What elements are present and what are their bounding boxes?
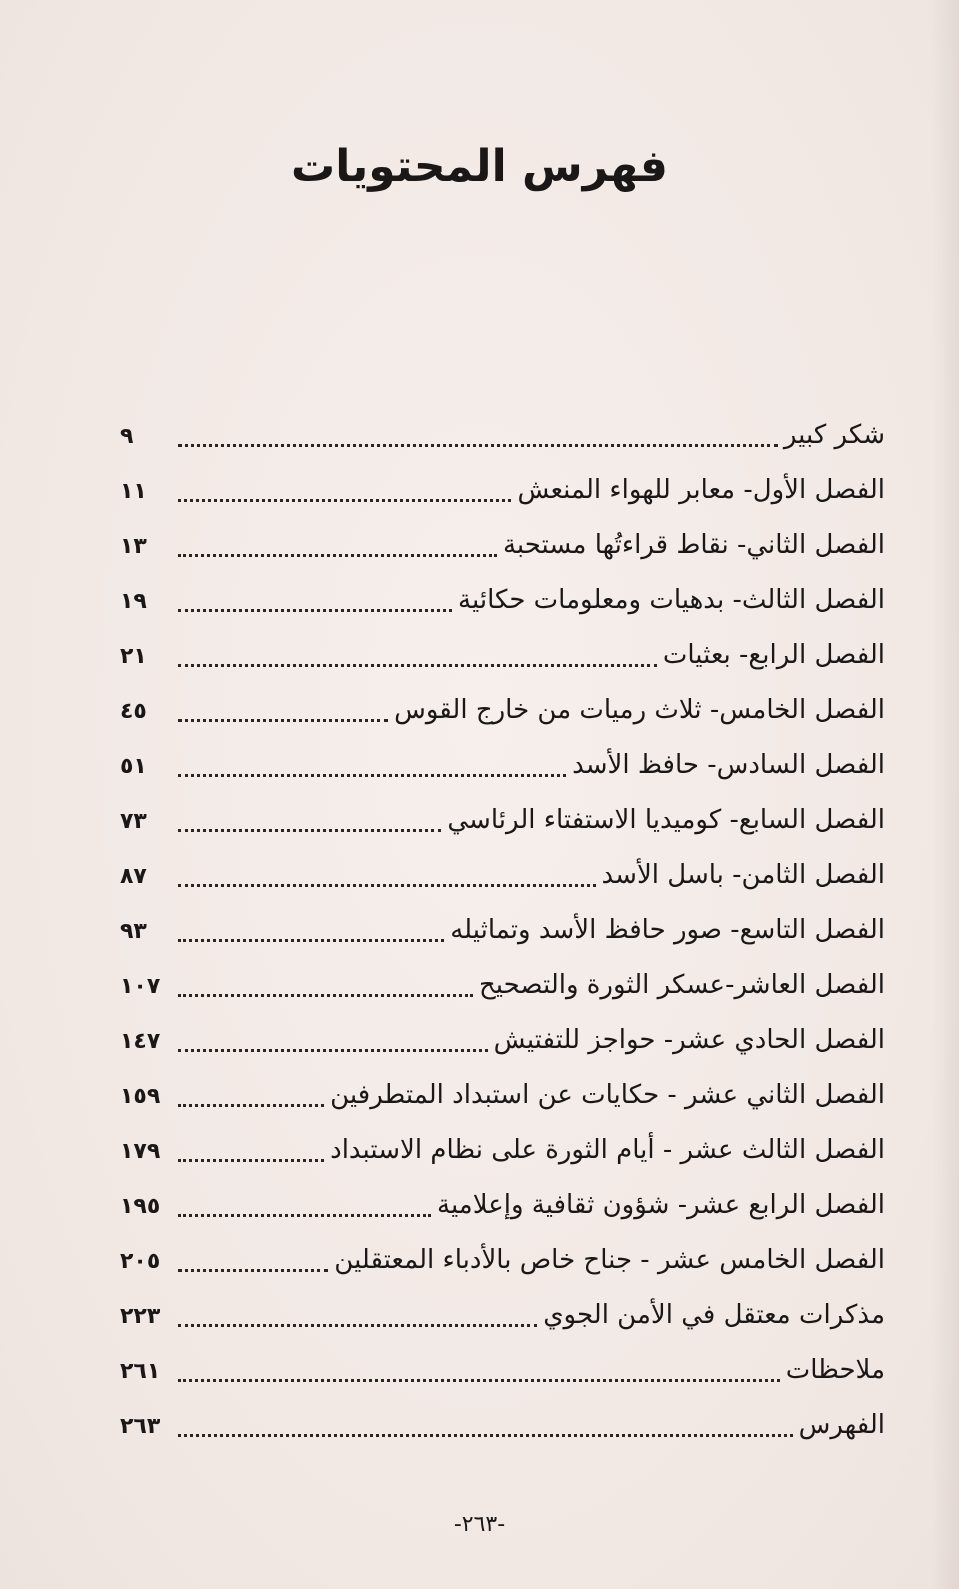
- toc-entry-page: ١٠٧: [120, 974, 161, 999]
- toc-entry: [120, 1123, 885, 1178]
- toc-entry-page: ١١: [120, 479, 147, 504]
- toc-entry: [120, 573, 885, 628]
- dot-leader: [178, 1269, 328, 1272]
- toc-entry-title: الفصل العاشر-عسكر الثورة والتصحيح: [479, 970, 885, 1000]
- dot-leader: [178, 1104, 324, 1107]
- dot-leader: [178, 1159, 324, 1162]
- toc-entry-title: الفصل الثامن- باسل الأسد: [601, 860, 885, 890]
- toc-entry-page: ١٩٥: [120, 1194, 161, 1219]
- toc-entry-title: ملاحظات: [785, 1355, 885, 1385]
- toc-entry-page: ٤٥: [120, 699, 147, 724]
- toc-entry-title: الفصل الثاني عشر - حكايات عن استبداد المتطرفين: [330, 1080, 885, 1110]
- dot-leader: [178, 664, 657, 667]
- toc-entry-page: ٢٢٣: [120, 1304, 161, 1329]
- toc-entry: [120, 1178, 885, 1233]
- toc-entry-page: ٢٠٥: [120, 1249, 161, 1274]
- toc-entry: [120, 1343, 885, 1398]
- toc-entry-page: ١٩: [120, 589, 147, 614]
- toc-entry-title: الفصل الثالث عشر - أيام الثورة على نظام الاستبداد: [330, 1135, 885, 1165]
- page-title: فهرس المحتويات: [291, 141, 668, 193]
- dot-leader: [178, 609, 452, 612]
- toc-entry: [120, 683, 885, 738]
- toc-entry: [120, 518, 885, 573]
- dot-leader: [178, 1214, 431, 1217]
- dot-leader: [178, 774, 566, 777]
- toc-entry-page: ١٣: [120, 534, 147, 559]
- toc-entry: [120, 1398, 885, 1453]
- toc-entry-title: الفصل الرابع عشر- شؤون ثقافية وإعلامية: [437, 1190, 885, 1220]
- toc-entry-page: ١٥٩: [120, 1084, 161, 1109]
- dot-leader: [178, 884, 596, 887]
- toc-entry-title: الفصل الخامس- ثلاث رميات من خارج القوس: [394, 695, 885, 725]
- toc-entry-page: ٥١: [120, 754, 147, 779]
- toc-entry: [120, 463, 885, 518]
- toc-entry-title: الفصل الرابع- بعثيات: [662, 640, 885, 670]
- toc-entry-title: الفصل الخامس عشر - جناح خاص بالأدباء المعتقلين: [334, 1245, 885, 1275]
- dot-leader: [178, 1049, 488, 1052]
- toc-entry-page: ٩: [120, 424, 134, 449]
- toc-entry-title: شكر كبير: [783, 420, 885, 450]
- toc-entry: [120, 958, 885, 1013]
- dot-leader: [178, 554, 497, 557]
- toc-entry-page: ١٧٩: [120, 1139, 161, 1164]
- dot-leader: [178, 1379, 780, 1382]
- toc-entry-page: ٢١: [120, 644, 147, 669]
- toc-entry: [120, 1013, 885, 1068]
- toc-entry-title: الفصل السادس- حافظ الأسد: [572, 750, 885, 780]
- toc-entry-title: الفصل السابع- كوميديا الاستفتاء الرئاسي: [447, 805, 885, 835]
- toc-entry: [120, 1288, 885, 1343]
- table-of-contents: [120, 408, 885, 1453]
- toc-entry: [120, 848, 885, 903]
- toc-entry-title: الفهرس: [798, 1410, 885, 1440]
- dot-leader: [178, 1324, 537, 1327]
- toc-entry: [120, 738, 885, 793]
- toc-entry-title: الفصل الأول- معابر للهواء المنعش: [517, 475, 885, 505]
- toc-entry: [120, 903, 885, 958]
- dot-leader: [178, 939, 444, 942]
- toc-entry-page: ١٤٧: [120, 1029, 161, 1054]
- toc-entry-page: ٧٣: [120, 809, 147, 834]
- toc-entry-title: الفصل الثالث- بدهيات ومعلومات حكائية: [458, 585, 885, 615]
- toc-entry-page: ٢٦١: [120, 1359, 161, 1384]
- toc-entry-title: مذكرات معتقل في الأمن الجوي: [543, 1300, 885, 1330]
- toc-entry: [120, 628, 885, 683]
- dot-leader: [178, 1434, 793, 1437]
- page-number: -٢٦٣-: [453, 1512, 506, 1537]
- toc-entry: [120, 1068, 885, 1123]
- dot-leader: [178, 719, 388, 722]
- toc-entry: [120, 408, 885, 463]
- dot-leader: [178, 444, 778, 447]
- toc-entry-title: الفصل الثاني- نقاط قراءتُها مستحبة: [502, 530, 885, 560]
- toc-entry-title: الفصل التاسع- صور حافظ الأسد وتماثيله: [450, 915, 885, 945]
- toc-entry: [120, 793, 885, 848]
- dot-leader: [178, 829, 441, 832]
- toc-entry-page: ٢٦٣: [120, 1414, 161, 1439]
- toc-entry-page: ٩٣: [120, 919, 147, 944]
- dot-leader: [178, 994, 473, 997]
- toc-entry-page: ٨٧: [120, 864, 147, 889]
- dot-leader: [178, 499, 511, 502]
- toc-entry: [120, 1233, 885, 1288]
- toc-entry-title: الفصل الحادي عشر- حواجز للتفتيش: [493, 1025, 885, 1055]
